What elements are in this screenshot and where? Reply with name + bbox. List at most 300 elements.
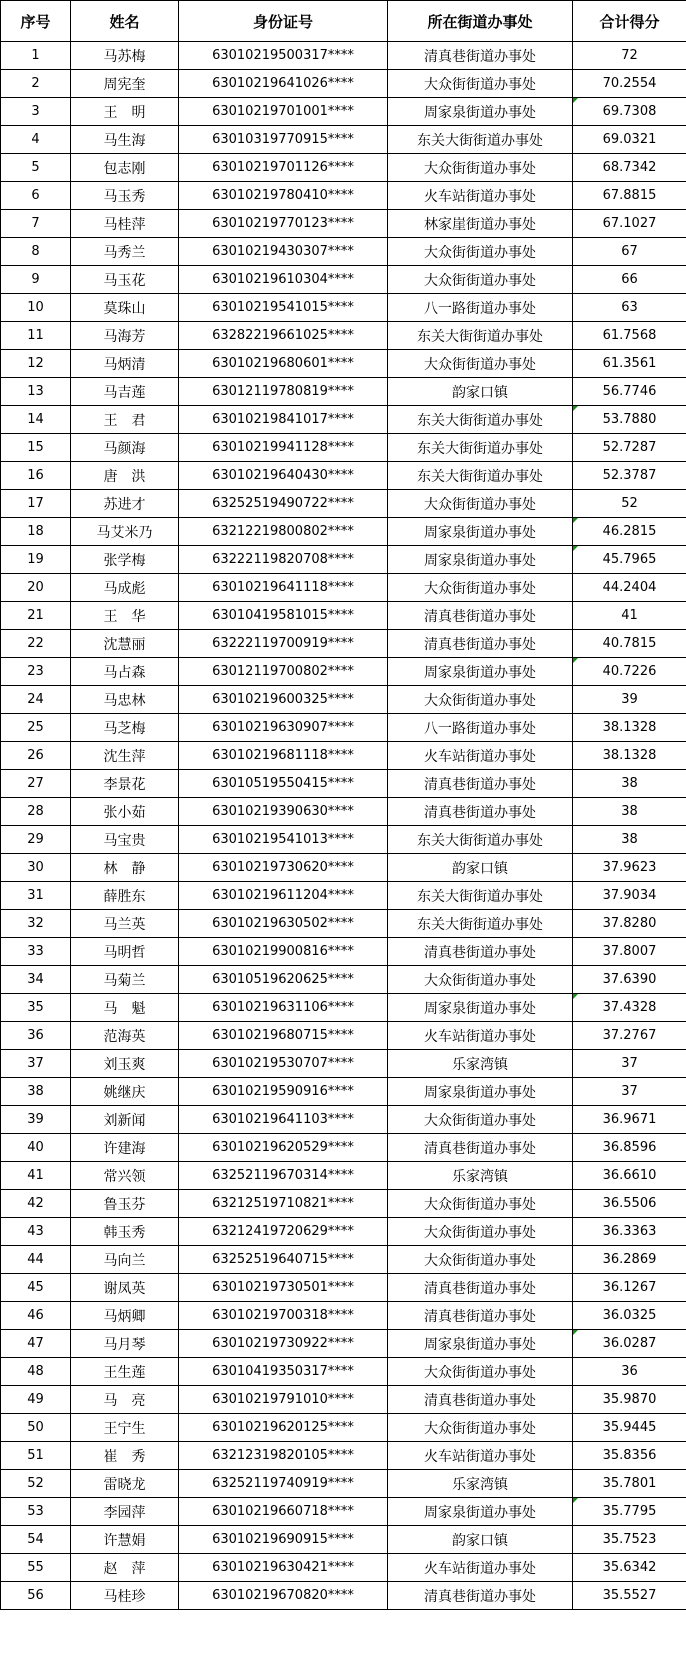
cell-name: 马生海 (71, 126, 179, 154)
cell-score: 52 (573, 490, 686, 518)
table-row (1, 490, 686, 518)
cell-id-number: 63010519550415**** (179, 770, 388, 798)
cell-score: 45.7965 (573, 546, 686, 574)
table-row (1, 1190, 686, 1218)
cell-seq: 51 (1, 1442, 71, 1470)
cell-seq: 40 (1, 1134, 71, 1162)
table-row (1, 238, 686, 266)
cell-name: 林 静 (71, 854, 179, 882)
cell-score: 35.5527 (573, 1582, 686, 1610)
cell-name: 李园萍 (71, 1498, 179, 1526)
cell-id-number: 63010219841017**** (179, 406, 388, 434)
cell-name: 马桂珍 (71, 1582, 179, 1610)
table-row (1, 1302, 686, 1330)
cell-office: 清真巷街道办事处 (388, 1274, 573, 1302)
table-row (1, 1414, 686, 1442)
table-row (1, 1106, 686, 1134)
cell-seq: 4 (1, 126, 71, 154)
cell-name: 薛胜东 (71, 882, 179, 910)
cell-name: 张学梅 (71, 546, 179, 574)
cell-seq: 21 (1, 602, 71, 630)
cell-name: 马向兰 (71, 1246, 179, 1274)
cell-name: 许慧娟 (71, 1526, 179, 1554)
cell-seq: 46 (1, 1302, 71, 1330)
cell-office: 大众街街道办事处 (388, 966, 573, 994)
cell-id-number: 63010219730922**** (179, 1330, 388, 1358)
cell-seq: 3 (1, 98, 71, 126)
cell-seq: 12 (1, 350, 71, 378)
table-row (1, 546, 686, 574)
cell-office: 周家泉街道办事处 (388, 658, 573, 686)
cell-id-number: 63010219630421**** (179, 1554, 388, 1582)
cell-id-number: 63010219640430**** (179, 462, 388, 490)
table-row (1, 714, 686, 742)
cell-name: 马 亮 (71, 1386, 179, 1414)
header-score: 合计得分 (573, 1, 686, 42)
cell-seq: 36 (1, 1022, 71, 1050)
table-row (1, 434, 686, 462)
cell-score: 66 (573, 266, 686, 294)
table-row (1, 1134, 686, 1162)
cell-office: 大众街街道办事处 (388, 70, 573, 98)
cell-id-number: 63010219660718**** (179, 1498, 388, 1526)
cell-name: 马炳清 (71, 350, 179, 378)
cell-score: 56.7746 (573, 378, 686, 406)
cell-seq: 11 (1, 322, 71, 350)
cell-score: 36.9671 (573, 1106, 686, 1134)
cell-id-number: 63010219681118**** (179, 742, 388, 770)
cell-id-number: 63212419720629**** (179, 1218, 388, 1246)
cell-office: 火车站街道办事处 (388, 1554, 573, 1582)
cell-score: 67.8815 (573, 182, 686, 210)
cell-office: 大众街街道办事处 (388, 1106, 573, 1134)
header-row (1, 1, 686, 42)
cell-office: 大众街街道办事处 (388, 1218, 573, 1246)
cell-office: 清真巷街道办事处 (388, 1386, 573, 1414)
cell-seq: 52 (1, 1470, 71, 1498)
cell-score: 36.0287 (573, 1330, 686, 1358)
cell-id-number: 63010219620529**** (179, 1134, 388, 1162)
cell-seq: 22 (1, 630, 71, 658)
cell-seq: 28 (1, 798, 71, 826)
cell-seq: 26 (1, 742, 71, 770)
table-row (1, 910, 686, 938)
cell-office: 乐家湾镇 (388, 1050, 573, 1078)
cell-name: 马 魁 (71, 994, 179, 1022)
cell-score: 35.9870 (573, 1386, 686, 1414)
cell-office: 八一路街道办事处 (388, 714, 573, 742)
table-row (1, 630, 686, 658)
cell-name: 马月琴 (71, 1330, 179, 1358)
cell-office: 周家泉街道办事处 (388, 1078, 573, 1106)
cell-office: 乐家湾镇 (388, 1470, 573, 1498)
cell-id-number: 63010219430307**** (179, 238, 388, 266)
cell-name: 马苏梅 (71, 42, 179, 70)
cell-name: 常兴领 (71, 1162, 179, 1190)
cell-score: 37.8280 (573, 910, 686, 938)
cell-score: 41 (573, 602, 686, 630)
cell-seq: 43 (1, 1218, 71, 1246)
cell-office: 大众街街道办事处 (388, 574, 573, 602)
cell-office: 东关大街街道办事处 (388, 826, 573, 854)
cell-name: 王 华 (71, 602, 179, 630)
cell-seq: 24 (1, 686, 71, 714)
cell-score: 35.9445 (573, 1414, 686, 1442)
cell-office: 大众街街道办事处 (388, 490, 573, 518)
cell-score: 37.9623 (573, 854, 686, 882)
cell-name: 马桂萍 (71, 210, 179, 238)
cell-seq: 10 (1, 294, 71, 322)
cell-score: 70.2554 (573, 70, 686, 98)
cell-office: 大众街街道办事处 (388, 266, 573, 294)
cell-office: 清真巷街道办事处 (388, 630, 573, 658)
cell-seq: 54 (1, 1526, 71, 1554)
cell-seq: 56 (1, 1582, 71, 1610)
cell-score: 35.8356 (573, 1442, 686, 1470)
cell-seq: 49 (1, 1386, 71, 1414)
table-row (1, 854, 686, 882)
cell-seq: 42 (1, 1190, 71, 1218)
cell-office: 周家泉街道办事处 (388, 994, 573, 1022)
cell-seq: 48 (1, 1358, 71, 1386)
cell-seq: 19 (1, 546, 71, 574)
cell-id-number: 63010219941128**** (179, 434, 388, 462)
table-row (1, 1218, 686, 1246)
cell-seq: 17 (1, 490, 71, 518)
cell-score: 36.5506 (573, 1190, 686, 1218)
cell-seq: 30 (1, 854, 71, 882)
cell-office: 八一路街道办事处 (388, 294, 573, 322)
cell-seq: 35 (1, 994, 71, 1022)
cell-office: 大众街街道办事处 (388, 1246, 573, 1274)
table-row (1, 406, 686, 434)
table-row (1, 98, 686, 126)
cell-id-number: 63010219630502**** (179, 910, 388, 938)
cell-score: 37 (573, 1078, 686, 1106)
cell-score: 37 (573, 1050, 686, 1078)
cell-office: 清真巷街道办事处 (388, 770, 573, 798)
cell-score: 36.0325 (573, 1302, 686, 1330)
cell-score: 67 (573, 238, 686, 266)
table-row (1, 182, 686, 210)
cell-id-number: 63010219630907**** (179, 714, 388, 742)
cell-seq: 23 (1, 658, 71, 686)
cell-name: 张小茹 (71, 798, 179, 826)
cell-office: 清真巷街道办事处 (388, 602, 573, 630)
cell-office: 大众街街道办事处 (388, 1190, 573, 1218)
cell-name: 马忠林 (71, 686, 179, 714)
table-row (1, 1582, 686, 1610)
table-row (1, 966, 686, 994)
cell-name: 鲁玉芬 (71, 1190, 179, 1218)
cell-seq: 47 (1, 1330, 71, 1358)
table-row (1, 42, 686, 70)
cell-score: 37.8007 (573, 938, 686, 966)
cell-id-number: 63010419350317**** (179, 1358, 388, 1386)
cell-office: 东关大街街道办事处 (388, 126, 573, 154)
table-row (1, 574, 686, 602)
cell-office: 大众街街道办事处 (388, 686, 573, 714)
cell-seq: 13 (1, 378, 71, 406)
cell-id-number: 63010219770123**** (179, 210, 388, 238)
cell-score: 61.3561 (573, 350, 686, 378)
cell-office: 清真巷街道办事处 (388, 938, 573, 966)
table-row (1, 798, 686, 826)
cell-score: 68.7342 (573, 154, 686, 182)
cell-name: 刘玉爽 (71, 1050, 179, 1078)
cell-seq: 32 (1, 910, 71, 938)
cell-id-number: 63252119740919**** (179, 1470, 388, 1498)
cell-id-number: 63010219791010**** (179, 1386, 388, 1414)
cell-office: 周家泉街道办事处 (388, 1330, 573, 1358)
cell-name: 马艾米乃 (71, 518, 179, 546)
cell-score: 36 (573, 1358, 686, 1386)
table-row (1, 154, 686, 182)
table-row (1, 294, 686, 322)
cell-name: 刘新闻 (71, 1106, 179, 1134)
table-row (1, 350, 686, 378)
cell-seq: 20 (1, 574, 71, 602)
cell-name: 莫珠山 (71, 294, 179, 322)
cell-score: 39 (573, 686, 686, 714)
cell-id-number: 63010219541015**** (179, 294, 388, 322)
cell-id-number: 63010219680715**** (179, 1022, 388, 1050)
cell-id-number: 63252519490722**** (179, 490, 388, 518)
cell-office: 东关大街街道办事处 (388, 406, 573, 434)
cell-seq: 8 (1, 238, 71, 266)
cell-id-number: 63212219800802**** (179, 518, 388, 546)
cell-id-number: 63010219900816**** (179, 938, 388, 966)
cell-id-number: 63012119700802**** (179, 658, 388, 686)
cell-score: 69.0321 (573, 126, 686, 154)
table-row (1, 1526, 686, 1554)
cell-score: 36.3363 (573, 1218, 686, 1246)
cell-seq: 39 (1, 1106, 71, 1134)
cell-seq: 50 (1, 1414, 71, 1442)
cell-id-number: 63010219670820**** (179, 1582, 388, 1610)
table-row (1, 602, 686, 630)
header-id: 身份证号 (179, 1, 388, 42)
cell-name: 马玉秀 (71, 182, 179, 210)
cell-name: 雷晓龙 (71, 1470, 179, 1498)
table-row (1, 210, 686, 238)
cell-score: 40.7226 (573, 658, 686, 686)
table-row (1, 322, 686, 350)
cell-score: 37.9034 (573, 882, 686, 910)
cell-id-number: 63010219700318**** (179, 1302, 388, 1330)
cell-seq: 7 (1, 210, 71, 238)
cell-score: 61.7568 (573, 322, 686, 350)
cell-office: 清真巷街道办事处 (388, 1134, 573, 1162)
cell-id-number: 63010219500317**** (179, 42, 388, 70)
cell-name: 周宪奎 (71, 70, 179, 98)
cell-name: 范海英 (71, 1022, 179, 1050)
cell-office: 林家崖街道办事处 (388, 210, 573, 238)
cell-office: 清真巷街道办事处 (388, 1302, 573, 1330)
cell-id-number: 63010219530707**** (179, 1050, 388, 1078)
cell-seq: 9 (1, 266, 71, 294)
header-seq: 序号 (1, 1, 71, 42)
cell-office: 东关大街街道办事处 (388, 434, 573, 462)
cell-id-number: 63212519710821**** (179, 1190, 388, 1218)
cell-id-number: 63010219780410**** (179, 182, 388, 210)
cell-id-number: 63010219590916**** (179, 1078, 388, 1106)
cell-name: 马芝梅 (71, 714, 179, 742)
cell-id-number: 63012119780819**** (179, 378, 388, 406)
cell-score: 37.2767 (573, 1022, 686, 1050)
cell-id-number: 63010219730501**** (179, 1274, 388, 1302)
cell-seq: 33 (1, 938, 71, 966)
table-row (1, 1022, 686, 1050)
table-row (1, 1554, 686, 1582)
cell-office: 韵家口镇 (388, 1526, 573, 1554)
cell-seq: 38 (1, 1078, 71, 1106)
cell-office: 韵家口镇 (388, 854, 573, 882)
cell-seq: 55 (1, 1554, 71, 1582)
cell-name: 马颜海 (71, 434, 179, 462)
cell-office: 周家泉街道办事处 (388, 518, 573, 546)
cell-name: 马兰英 (71, 910, 179, 938)
cell-name: 谢凤英 (71, 1274, 179, 1302)
cell-score: 38 (573, 798, 686, 826)
table-row (1, 462, 686, 490)
table-row (1, 126, 686, 154)
cell-seq: 2 (1, 70, 71, 98)
cell-office: 火车站街道办事处 (388, 1022, 573, 1050)
cell-name: 马宝贵 (71, 826, 179, 854)
table-row (1, 1498, 686, 1526)
cell-seq: 16 (1, 462, 71, 490)
table-row (1, 1386, 686, 1414)
cell-office: 东关大街街道办事处 (388, 882, 573, 910)
cell-office: 清真巷街道办事处 (388, 798, 573, 826)
cell-office: 周家泉街道办事处 (388, 98, 573, 126)
table-row (1, 882, 686, 910)
cell-office: 乐家湾镇 (388, 1162, 573, 1190)
cell-id-number: 63010219641118**** (179, 574, 388, 602)
cell-seq: 44 (1, 1246, 71, 1274)
cell-score: 35.7795 (573, 1498, 686, 1526)
cell-name: 王 君 (71, 406, 179, 434)
table-row (1, 1442, 686, 1470)
cell-score: 46.2815 (573, 518, 686, 546)
header-office: 所在街道办事处 (388, 1, 573, 42)
cell-score: 36.1267 (573, 1274, 686, 1302)
cell-office: 东关大街街道办事处 (388, 910, 573, 938)
cell-office: 东关大街街道办事处 (388, 322, 573, 350)
table-row (1, 1078, 686, 1106)
cell-score: 69.7308 (573, 98, 686, 126)
cell-seq: 14 (1, 406, 71, 434)
cell-seq: 37 (1, 1050, 71, 1078)
cell-name: 沈慧丽 (71, 630, 179, 658)
cell-id-number: 63010219690915**** (179, 1526, 388, 1554)
cell-seq: 25 (1, 714, 71, 742)
cell-office: 大众街街道办事处 (388, 1414, 573, 1442)
cell-office: 清真巷街道办事处 (388, 1582, 573, 1610)
table-row (1, 826, 686, 854)
cell-seq: 34 (1, 966, 71, 994)
cell-name: 姚继庆 (71, 1078, 179, 1106)
cell-id-number: 63212319820105**** (179, 1442, 388, 1470)
cell-score: 40.7815 (573, 630, 686, 658)
cell-id-number: 63010219631106**** (179, 994, 388, 1022)
cell-name: 李景花 (71, 770, 179, 798)
cell-seq: 1 (1, 42, 71, 70)
cell-name: 包志刚 (71, 154, 179, 182)
cell-office: 韵家口镇 (388, 378, 573, 406)
cell-id-number: 63010219701001**** (179, 98, 388, 126)
cell-office: 大众街街道办事处 (388, 1358, 573, 1386)
cell-score: 37.4328 (573, 994, 686, 1022)
cell-name: 马炳卿 (71, 1302, 179, 1330)
table-row (1, 266, 686, 294)
header-name: 姓名 (71, 1, 179, 42)
cell-score: 52.3787 (573, 462, 686, 490)
cell-id-number: 63010419581015**** (179, 602, 388, 630)
cell-seq: 6 (1, 182, 71, 210)
cell-score: 35.7523 (573, 1526, 686, 1554)
cell-seq: 41 (1, 1162, 71, 1190)
cell-score: 38 (573, 770, 686, 798)
cell-score: 53.7880 (573, 406, 686, 434)
cell-office: 大众街街道办事处 (388, 238, 573, 266)
cell-id-number: 63282219661025**** (179, 322, 388, 350)
cell-name: 沈生萍 (71, 742, 179, 770)
cell-score: 52.7287 (573, 434, 686, 462)
cell-office: 清真巷街道办事处 (388, 42, 573, 70)
cell-id-number: 63010219641103**** (179, 1106, 388, 1134)
cell-office: 大众街街道办事处 (388, 350, 573, 378)
cell-score: 44.2404 (573, 574, 686, 602)
cell-score: 37.6390 (573, 966, 686, 994)
cell-name: 马吉莲 (71, 378, 179, 406)
cell-id-number: 63010219730620**** (179, 854, 388, 882)
cell-score: 63 (573, 294, 686, 322)
cell-id-number: 63252119670314**** (179, 1162, 388, 1190)
cell-name: 马海芳 (71, 322, 179, 350)
cell-seq: 27 (1, 770, 71, 798)
cell-score: 38.1328 (573, 742, 686, 770)
table-row (1, 742, 686, 770)
cell-score: 36.8596 (573, 1134, 686, 1162)
table-body (1, 42, 686, 1610)
table-row (1, 518, 686, 546)
table-row (1, 1246, 686, 1274)
cell-office: 火车站街道办事处 (388, 1442, 573, 1470)
cell-score: 38.1328 (573, 714, 686, 742)
table-row (1, 70, 686, 98)
cell-name: 马玉花 (71, 266, 179, 294)
table-row (1, 1050, 686, 1078)
cell-seq: 5 (1, 154, 71, 182)
cell-name: 马秀兰 (71, 238, 179, 266)
cell-score: 67.1027 (573, 210, 686, 238)
table-row (1, 1274, 686, 1302)
cell-office: 周家泉街道办事处 (388, 546, 573, 574)
cell-id-number: 63222119820708**** (179, 546, 388, 574)
cell-name: 马成彪 (71, 574, 179, 602)
cell-name: 马占森 (71, 658, 179, 686)
cell-name: 唐 洪 (71, 462, 179, 490)
cell-office: 大众街街道办事处 (388, 154, 573, 182)
cell-seq: 45 (1, 1274, 71, 1302)
table-row (1, 1330, 686, 1358)
cell-name: 王 明 (71, 98, 179, 126)
cell-name: 苏进才 (71, 490, 179, 518)
cell-score: 36.6610 (573, 1162, 686, 1190)
table-row (1, 658, 686, 686)
